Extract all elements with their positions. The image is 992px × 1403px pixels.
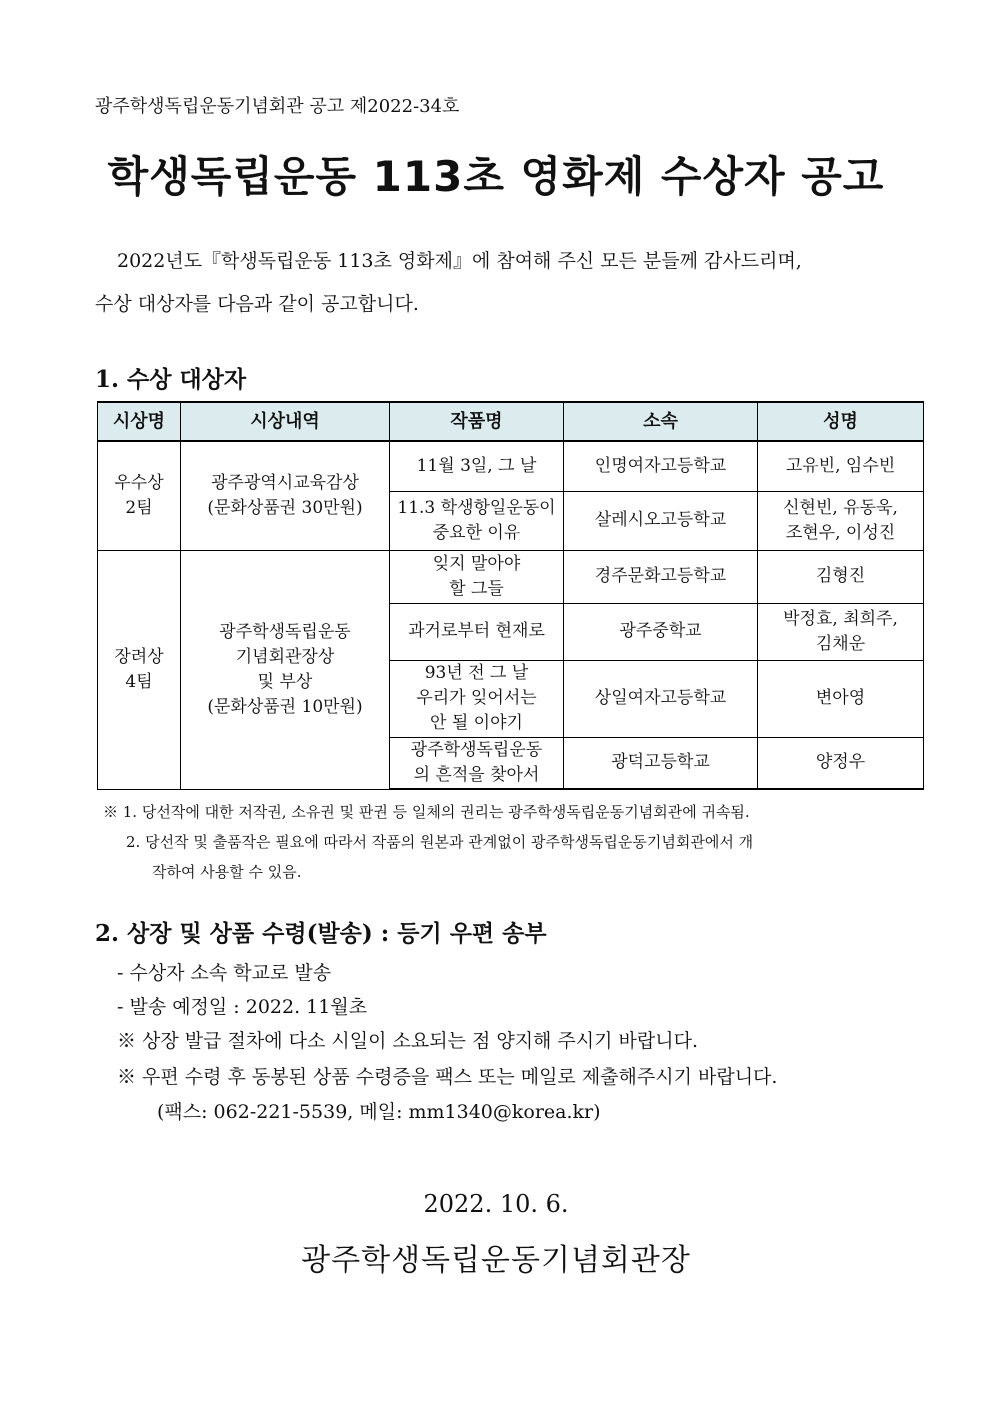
intro-line-2: 수상 대상자를 다음과 같이 공고합니다. (95, 293, 419, 315)
work-cell: 광주학생독립운동 의 흔적을 찾아서 (390, 737, 564, 789)
notice-date: 2022. 10. 6. (423, 1190, 569, 1218)
col-header-detail: 시상내역 (181, 402, 390, 441)
col-header-work: 작품명 (390, 402, 564, 441)
names-cell: 변아영 (758, 660, 924, 737)
page-title: 학생독립운동 113초 영화제 수상자 공고 (107, 152, 885, 201)
section-2-heading: 2. 상장 및 상품 수령(발송) : 등기 우편 송부 (95, 920, 547, 947)
names-cell: 신현빈, 유동욱, 조현우, 이성진 (758, 491, 924, 550)
section-1-heading: 1. 수상 대상자 (95, 366, 247, 393)
delivery-item: ※ 상장 발급 절차에 다소 시일이 소요되는 점 양지해 주시기 바랍니다. (117, 1030, 698, 1052)
names-cell: 고유빈, 임수빈 (758, 441, 924, 491)
table-row (98, 550, 924, 603)
school-cell: 상일여자고등학교 (564, 660, 758, 737)
col-header-school: 소속 (564, 402, 758, 441)
work-cell: 11.3 학생항일운동이 중요한 이유 (390, 491, 564, 550)
work-cell: 11월 3일, 그 날 (390, 441, 564, 491)
delivery-item: - 발송 예정일 : 2022. 11월초 (117, 996, 368, 1018)
work-cell: 93년 전 그 날 우리가 잊어서는 안 될 이야기 (390, 660, 564, 737)
school-cell: 광덕고등학교 (564, 737, 758, 789)
names-cell: 박정효, 최희주, 김채운 (758, 603, 924, 660)
detail-cell: 광주학생독립운동 기념회관장상 및 부상 (문화상품권 10만원) (181, 550, 390, 789)
intro-line-1: 2022년도『학생독립운동 113초 영화제』에 참여해 주신 모든 분들께 감사드리며, (117, 250, 802, 272)
school-cell: 광주중학교 (564, 603, 758, 660)
col-header-names: 성명 (758, 402, 924, 441)
detail-cell: 광주광역시교육감상 (문화상품권 30만원) (181, 441, 390, 550)
award-cell: 우수상 2팀 (98, 441, 181, 550)
school-cell: 인명여자고등학교 (564, 441, 758, 491)
awards-table (97, 401, 924, 790)
work-cell: 잊지 말아야 할 그들 (390, 550, 564, 603)
delivery-item: ※ 우편 수령 후 동봉된 상품 수령증을 팩스 또는 메일로 제출해주시기 바랍니다. (117, 1066, 778, 1088)
table-row (98, 441, 924, 491)
note-line-3: 작하여 사용할 수 있음. (152, 863, 302, 881)
col-header-award: 시상명 (98, 402, 181, 441)
school-cell: 살레시오고등학교 (564, 491, 758, 550)
school-cell: 경주문화고등학교 (564, 550, 758, 603)
note-line-2: 2. 당선작 및 출품작은 필요에 따라서 작품의 원본과 관계없이 광주학생독립운동기념회관에서 개 (126, 833, 754, 851)
note-line-1: ※ 1. 당선작에 대한 저작권, 소유권 및 판권 등 일체의 권리는 광주학생독립운동기념회관에 귀속됨. (103, 803, 750, 821)
work-cell: 과거로부터 현재로 (390, 603, 564, 660)
names-cell: 양정우 (758, 737, 924, 789)
table-header-row (98, 402, 924, 441)
contact-info: (팩스: 062-221-5539, 메일: mm1340@korea.kr) (157, 1101, 601, 1123)
award-cell: 장려상 4팀 (98, 550, 181, 789)
names-cell: 김형진 (758, 550, 924, 603)
delivery-item: - 수상자 소속 학교로 발송 (117, 962, 332, 984)
issuing-organization: 광주학생독립운동기념회관장 (301, 1243, 691, 1278)
notice-number: 광주학생독립운동기념회관 공고 제2022-34호 (95, 96, 460, 117)
